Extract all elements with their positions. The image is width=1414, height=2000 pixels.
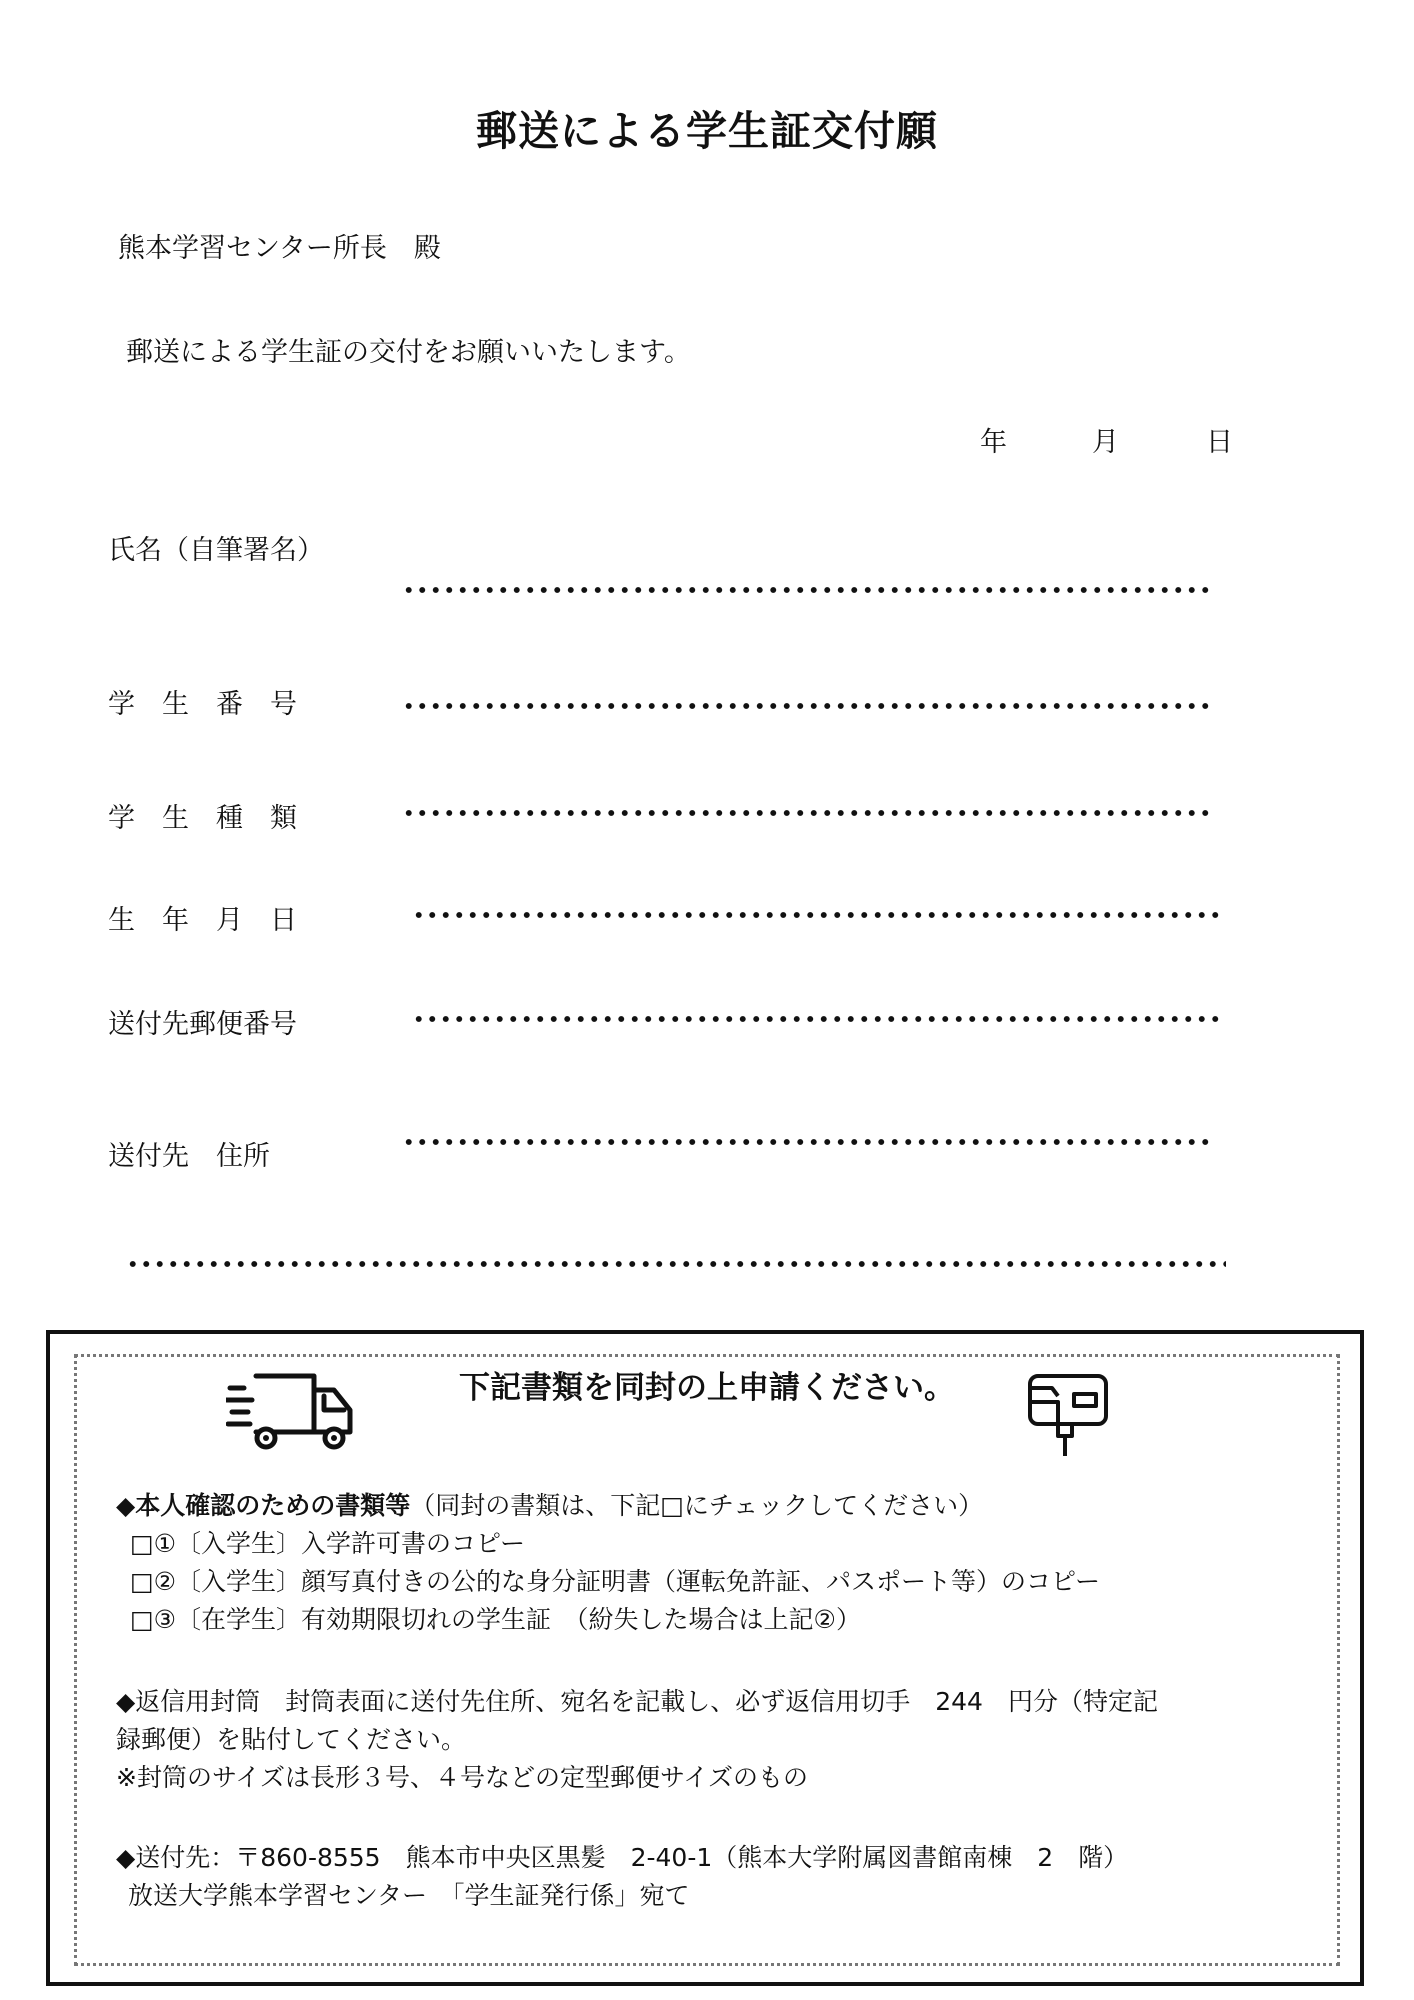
mailbox-icon <box>1024 1372 1110 1462</box>
postal-code-line[interactable] <box>412 1014 1222 1024</box>
id-docs-heading <box>116 1486 983 1522</box>
envelope-line-2: 録郵便）を貼付してください。 <box>116 1725 467 1754</box>
student-type-line[interactable] <box>402 808 1212 818</box>
envelope-line-1: ◆返信用封筒 封筒表面に送付先住所、宛名を記載し、必ず返信用切手 244 円分（特定記 <box>116 1687 1158 1716</box>
postal-code-label: 送付先郵便番号 <box>108 1009 297 1040</box>
id-docs-title: ◆本人確認のための書類等 <box>116 1491 411 1520</box>
birthdate-label: 生 年 月 日 <box>108 905 297 936</box>
birthdate-line[interactable] <box>412 910 1222 920</box>
student-number-label: 学 生 番 号 <box>108 689 297 720</box>
envelope-size-note: ※封筒のサイズは長形３号、４号などの定型郵便サイズのもの <box>116 1763 808 1792</box>
checklist-item-3[interactable]: □③〔在学生〕有効期限切れの学生証 （紛失した場合は上記②） <box>130 1605 861 1634</box>
checklist-item-2[interactable]: □②〔入学生〕顔写真付きの公的な身分証明書（運転免許証、パスポート等）のコピー <box>130 1567 1101 1596</box>
page-title: 郵送による学生証交付願 <box>476 107 938 155</box>
send-to-line-2: 放送大学熊本学習センター 「学生証発行係」宛て <box>128 1881 690 1910</box>
address-label: 送付先 住所 <box>108 1141 270 1172</box>
checklist-item-1[interactable]: □①〔入学生〕入学許可書のコピー <box>130 1529 526 1558</box>
name-label: 氏名（自筆署名） <box>108 535 324 566</box>
date-year-label: 年 <box>980 427 1007 458</box>
address-line-2[interactable] <box>126 1259 1226 1269</box>
id-docs-note: （同封の書類は、下記□にチェックしてください） <box>410 1491 984 1520</box>
date-month-label: 月 <box>1092 427 1119 458</box>
request-text: 郵送による学生証の交付をお願いいたします。 <box>126 337 691 368</box>
student-type-label: 学 生 種 類 <box>108 803 297 834</box>
address-line-1[interactable] <box>402 1137 1212 1147</box>
addressee: 熊本学習センター所長 殿 <box>118 233 441 264</box>
name-line[interactable] <box>402 585 1212 595</box>
send-to-line-1: ◆送付先：〒860-8555 熊本市中央区黒髪 2-40-1（熊本大学附属図書館南棟 2 階） <box>116 1843 1129 1872</box>
notice-heading: 下記書類を同封の上申請ください。 <box>459 1370 955 1406</box>
student-number-line[interactable] <box>402 701 1212 711</box>
date-day-label: 日 <box>1206 427 1233 458</box>
